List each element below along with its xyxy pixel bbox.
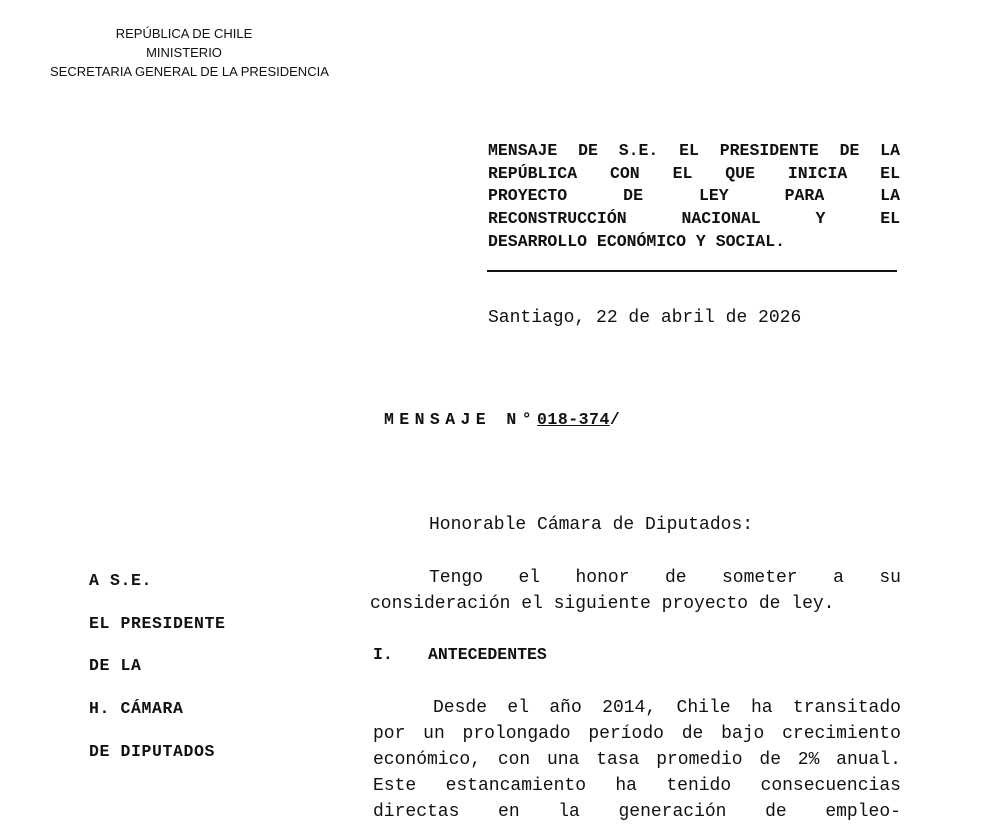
word: bajo <box>721 724 765 744</box>
title-line <box>488 208 900 231</box>
section-heading <box>373 645 547 664</box>
section-title: ANTECEDENTES <box>428 645 547 664</box>
word: DE <box>623 186 643 206</box>
word: de <box>681 724 704 744</box>
word: PRESIDENTE <box>719 141 819 160</box>
word: REPÚBLICA <box>488 163 578 183</box>
paragraph-line <box>373 799 901 825</box>
word: prolongado <box>462 724 571 744</box>
word: generación <box>618 802 727 822</box>
word: tasa <box>596 750 640 770</box>
addressee-line: DE DIPUTADOS <box>89 742 216 761</box>
word: crecimiento <box>782 724 901 744</box>
word: transitado <box>792 698 901 718</box>
word: PROYECTO <box>488 186 568 206</box>
word: consecuencias <box>760 776 901 796</box>
title-line <box>488 185 900 208</box>
paragraph-line <box>373 747 901 773</box>
section-numeral: I. <box>373 645 393 664</box>
message-title <box>488 140 900 254</box>
word: ha <box>615 776 637 796</box>
word: Desde <box>433 698 488 718</box>
word: 2014, <box>602 698 657 718</box>
paragraph-line <box>373 721 901 747</box>
letterhead <box>50 24 329 81</box>
word: por <box>373 724 406 744</box>
word: EL <box>880 163 900 183</box>
word: en <box>498 802 520 822</box>
word: período <box>588 724 664 744</box>
intro-paragraph <box>370 565 901 617</box>
message-number <box>384 410 620 429</box>
word: el <box>507 698 529 718</box>
word: MENSAJE <box>488 141 558 160</box>
title-line <box>488 163 900 186</box>
word: económico, <box>373 750 482 770</box>
word: DE <box>839 141 860 160</box>
word: de <box>765 802 787 822</box>
addressee-line: A S.E. <box>89 571 153 590</box>
word: a <box>833 568 844 588</box>
word: Tengo <box>429 568 484 588</box>
letterhead-country: REPÚBLICA DE CHILE <box>115 26 253 41</box>
word: promedio <box>656 750 743 770</box>
word: el <box>518 568 541 588</box>
word: S.E. <box>618 141 659 160</box>
word: empleo- <box>825 802 901 822</box>
word: EL <box>672 163 693 183</box>
word: de <box>759 750 781 770</box>
word: estancamiento <box>445 776 587 796</box>
word: DE <box>578 141 598 160</box>
word: la <box>558 802 580 822</box>
word: PARA <box>784 186 825 206</box>
word: NACIONAL <box>681 209 761 229</box>
word: Este <box>373 776 417 796</box>
word: tenido <box>666 776 732 796</box>
paragraph-line <box>373 695 901 721</box>
word: ha <box>750 698 773 718</box>
word: LA <box>880 186 900 206</box>
paragraph-line <box>370 565 901 591</box>
word: INICIA <box>787 163 848 183</box>
word: directas <box>373 802 460 822</box>
word: Chile <box>676 698 731 718</box>
title-underline <box>487 270 897 272</box>
title-line <box>488 140 900 163</box>
word: de <box>664 568 687 588</box>
word: una <box>547 750 580 770</box>
message-number-value: 018-374 <box>537 410 610 429</box>
word: EL <box>880 209 900 229</box>
word: CON <box>610 163 640 183</box>
word: 2% <box>797 750 820 770</box>
word: LEY <box>698 186 729 206</box>
word: RECONSTRUCCIÓN <box>488 209 627 229</box>
title-line: DESARROLLO ECONÓMICO Y SOCIAL. <box>488 231 786 251</box>
word: anual. <box>836 750 901 770</box>
addressee-line: EL PRESIDENTE <box>89 614 226 633</box>
word: un <box>423 724 445 744</box>
word: honor <box>575 568 630 588</box>
word: QUE <box>725 163 755 183</box>
salutation: Honorable Cámara de Diputados: <box>429 515 754 535</box>
addressee-line: H. CÁMARA <box>89 699 184 718</box>
addressee-line: DE LA <box>89 656 142 675</box>
word: LA <box>880 141 900 160</box>
letterhead-ministry: MINISTERIO <box>146 45 222 60</box>
paragraph-line: consideración el siguiente proyecto de ley. <box>370 594 835 614</box>
antecedentes-paragraph <box>373 695 901 825</box>
word: someter <box>722 568 798 588</box>
letterhead-secretariat: SECRETARIA GENERAL DE LA PRESIDENCIA <box>50 64 329 79</box>
word: su <box>879 568 901 588</box>
date-line: Santiago, 22 de abril de 2026 <box>488 308 802 328</box>
word: Y <box>815 209 826 229</box>
message-number-suffix: / <box>609 410 620 429</box>
paragraph-line <box>373 773 901 799</box>
message-number-label: MENSAJE N° <box>384 410 538 429</box>
word: año <box>549 698 582 718</box>
word: con <box>497 750 531 770</box>
word: EL <box>679 141 699 160</box>
